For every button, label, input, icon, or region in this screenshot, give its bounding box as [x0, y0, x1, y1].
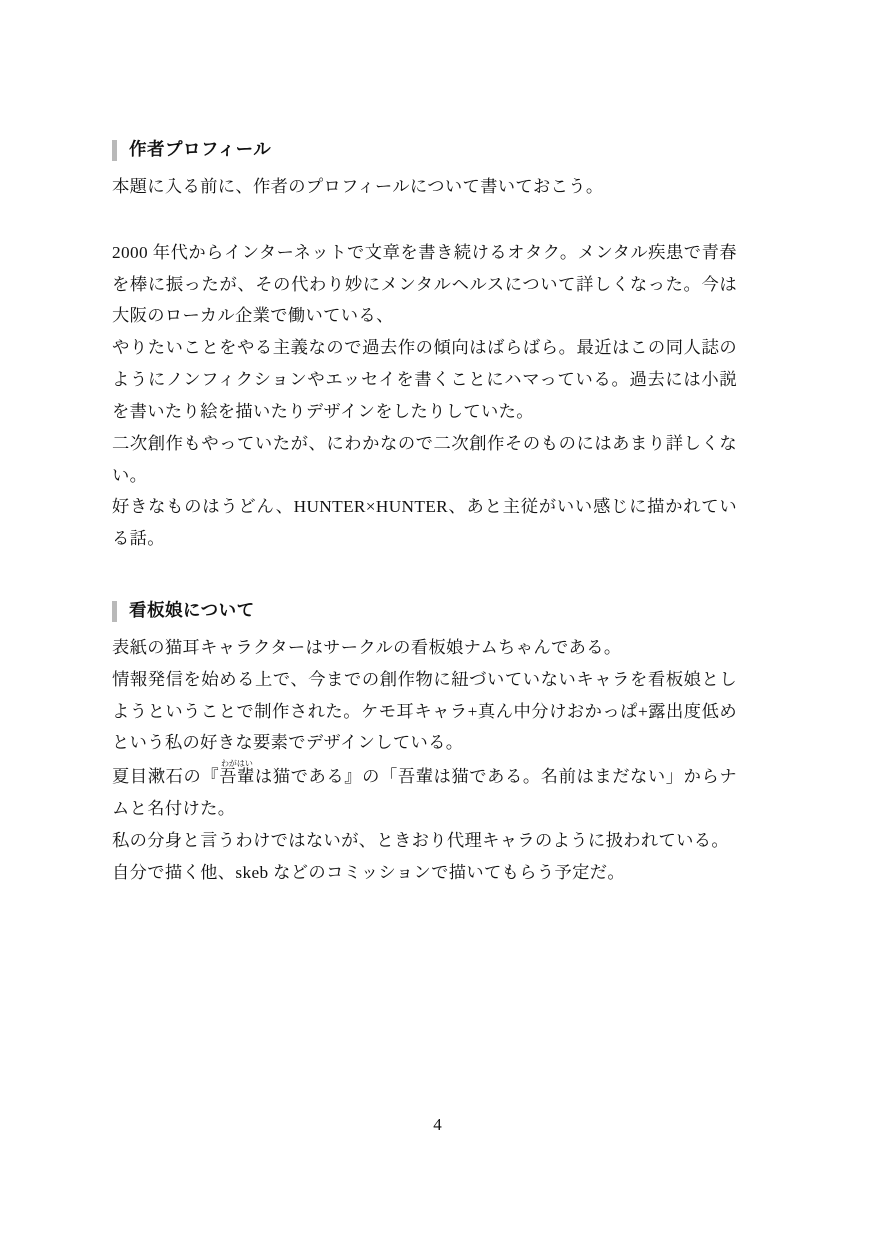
section-heading-text: 看板娘について	[129, 600, 255, 621]
paragraph-bio-1: 2000 年代からインターネットで文章を書き続けるオタク。メンタル疾患で青春を棒に振ったが、その代わり妙にメンタルヘルスについて詳しくなった。今は大阪のローカル企業で働いている、	[112, 242, 737, 326]
section-heading-profile	[112, 140, 737, 161]
ruby-wagahai	[219, 759, 255, 787]
paragraph-mascot-5: 自分で描く他、skeb などのコミッションで描いてもらう予定だ。	[112, 862, 625, 882]
heading-accent-bar	[112, 601, 117, 622]
paragraph-spacer	[112, 203, 737, 237]
page-number: 4	[433, 1115, 442, 1134]
ruby-base: 吾輩	[219, 767, 255, 787]
paragraph-mascot-3: 夏目漱石の『吾輩わがはいは猫である』の「吾輩は猫である。名前はまだない」からナムと名付けた。	[112, 759, 738, 818]
ruby-text: わがはい	[219, 759, 255, 769]
paragraph-mascot-1: 表紙の猫耳キャラクターはサークルの看板娘ナムちゃんである。	[112, 637, 622, 657]
paragraph-mascot-4: 私の分身と言うわけではないが、ときおり代理キャラのように扱われている。	[112, 830, 729, 850]
paragraph-bio-2: やりたいことをやる主義なので過去作の傾向はばらばら。最近はこの同人誌のようにノンフィクションやエッセイを書くことにハマっている。過去には小説を書いたり絵を描いたりデザインをしたりしていた。	[112, 338, 737, 421]
paragraph-mascot-2: 情報発信を始める上で、今までの創作物に紐づいていないキャラを看板娘としようということで制作された。ケモ耳キャラ+真ん中分けおかっぱ+露出度低めという私の好きな要素でデザインしている。	[112, 669, 737, 753]
section-heading-mascot	[112, 601, 737, 622]
paragraph-bio-3: 二次創作もやっていたが、にわかなので二次創作そのものにはあまり詳しくない。	[112, 433, 737, 485]
page-content	[112, 140, 737, 888]
paragraph-bio-4: 好きなものはうどん、HUNTER×HUNTER、あと主従がいい感じに描かれている話。	[112, 497, 737, 549]
section-spacer	[112, 555, 737, 601]
heading-accent-bar	[112, 140, 117, 161]
paragraph-intro: 本題に入る前に、作者のプロフィールについて書いておこう。	[112, 177, 604, 196]
section-heading-text: 作者プロフィール	[129, 140, 272, 160]
